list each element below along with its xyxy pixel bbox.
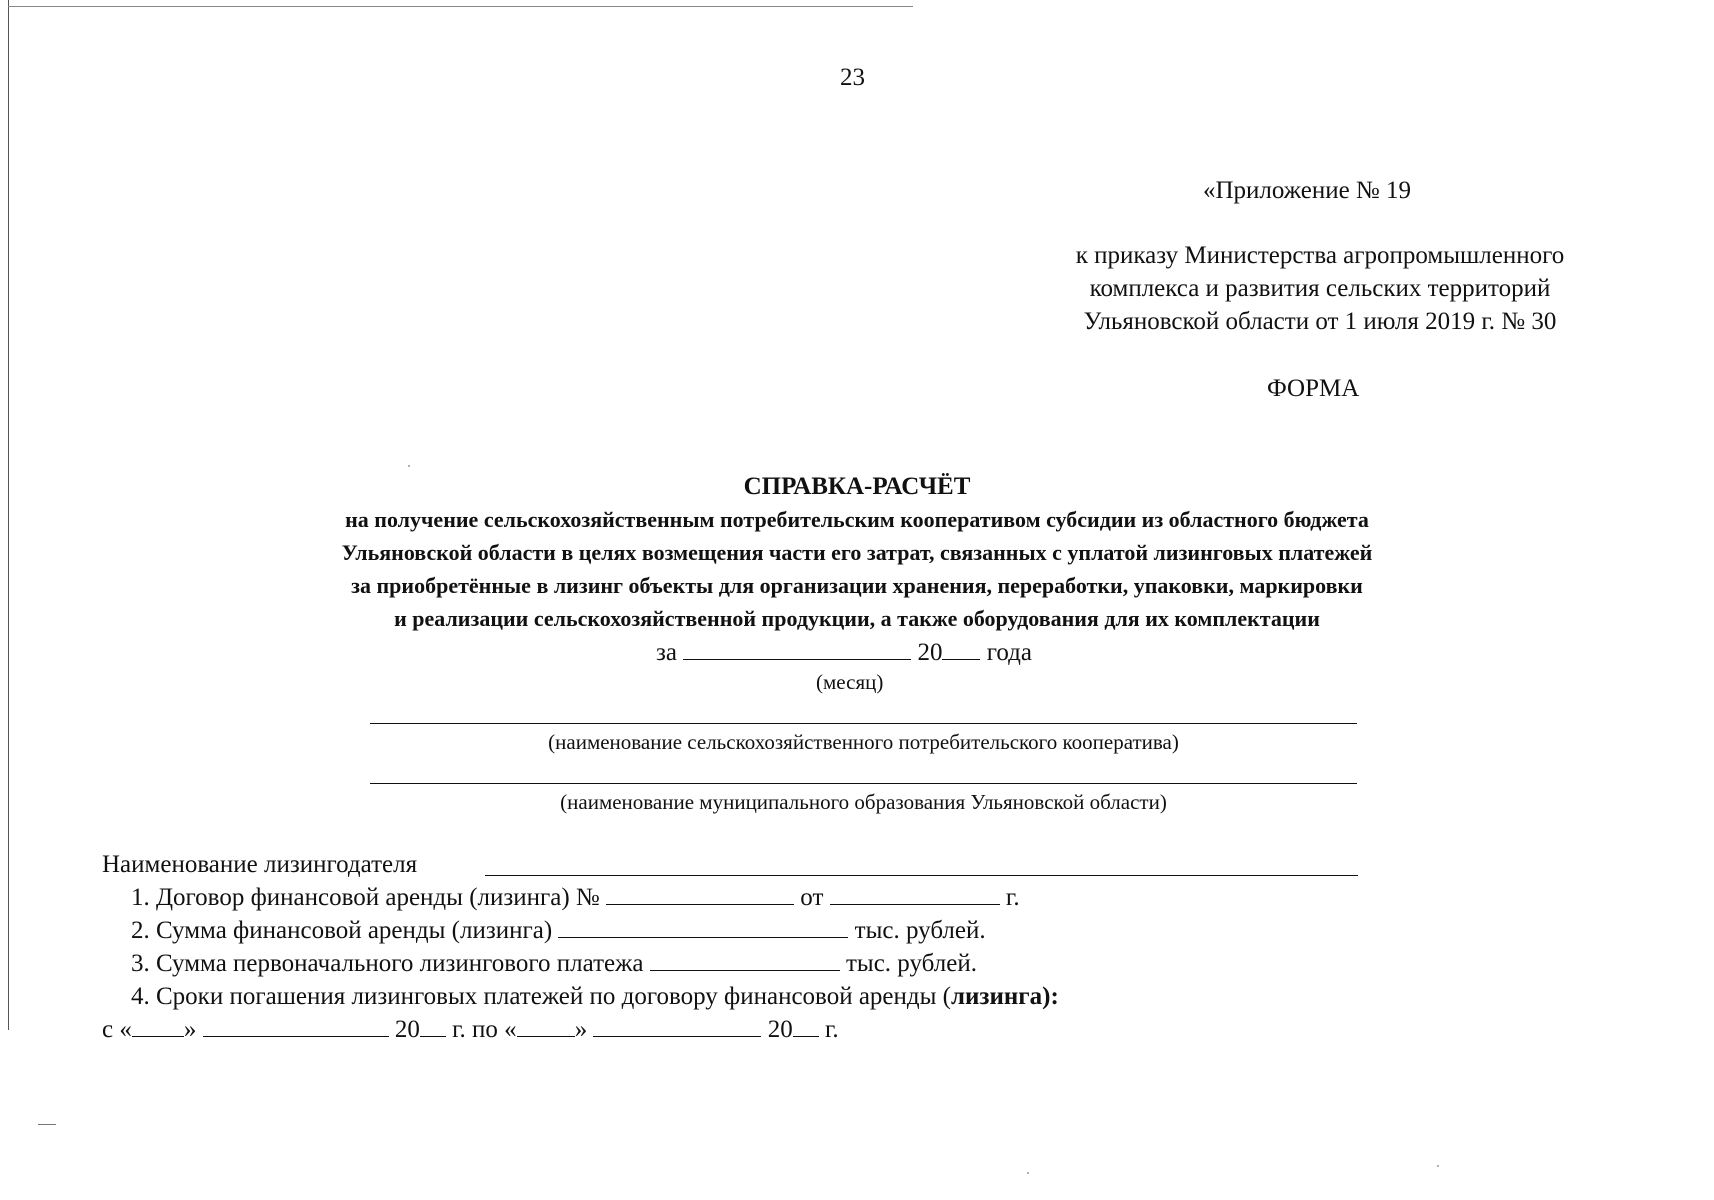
title-line-1: на получение сельскохозяйственным потребительским кооперативом субсидии из областного бюджета	[345, 507, 1369, 532]
order-line-1: к приказу Министерства агропромышленного	[1075, 242, 1565, 269]
start-day-blank[interactable]	[132, 1016, 184, 1037]
period-suffix: года	[986, 639, 1032, 666]
item-1-line	[131, 884, 1020, 912]
dates-year-suffix-end: г.	[824, 1016, 839, 1043]
year-blank[interactable]	[942, 639, 980, 660]
item-1-year: г.	[1005, 884, 1020, 911]
page-number: 23	[840, 64, 865, 91]
item-3-line	[131, 950, 977, 978]
scan-speck	[408, 465, 410, 467]
scan-top-edge	[8, 6, 913, 7]
start-year-blank[interactable]	[420, 1016, 446, 1037]
order-line-2: комплекса и развития сельских территорий	[1089, 275, 1551, 302]
month-blank[interactable]	[683, 639, 911, 660]
month-caption: (месяц)	[816, 670, 884, 694]
period-year-prefix: 20	[917, 639, 943, 666]
end-year-blank[interactable]	[793, 1016, 819, 1037]
dates-close-quote: »	[183, 1016, 197, 1043]
title-line-4: и реализации сельскохозяйственной продукции, а также оборудования для их комплектации	[394, 606, 1320, 631]
period-line	[656, 639, 1032, 667]
item-4-label: 4. Сроки погашения лизинговых платежей по договору финансовой аренды (	[131, 983, 951, 1010]
cooperative-name-blank[interactable]	[370, 723, 1357, 724]
dates-year-prefix: 20	[394, 1016, 420, 1043]
item-1-label: 1. Договор финансовой аренды (лизинга) №	[131, 884, 600, 911]
contract-date-blank[interactable]	[830, 884, 1000, 905]
scan-speck	[1027, 1172, 1029, 1174]
item-4-label-bold: лизинга):	[950, 983, 1059, 1010]
dates-year-prefix-2: 20	[767, 1016, 793, 1043]
scan-speck	[1437, 1165, 1439, 1167]
dates-to-open: г. по «	[452, 1016, 517, 1043]
end-day-blank[interactable]	[517, 1016, 575, 1037]
item-2-line	[131, 917, 986, 945]
title-line-2: Ульяновской области в целях возмещения части его затрат, связанных с уплатой лизинговых платежей	[341, 540, 1373, 565]
lessor-name-blank[interactable]	[485, 875, 1358, 876]
item-4-line	[131, 983, 1059, 1011]
title-line-3: за приобретённые в лизинг объекты для организации хранения, переработки, упаковки, маркировки	[351, 573, 1363, 598]
item-1-from: от	[800, 884, 824, 911]
lease-amount-blank[interactable]	[558, 917, 848, 938]
lessor-label: Наименование лизингодателя	[102, 851, 418, 878]
period-prefix: за	[656, 639, 677, 666]
municipality-caption: (наименование муниципального образования Ульяновской области)	[560, 790, 1167, 814]
contract-number-blank[interactable]	[606, 884, 794, 905]
start-month-blank[interactable]	[203, 1016, 389, 1037]
initial-payment-blank[interactable]	[650, 950, 840, 971]
document-title: СПРАВКА-РАСЧЁТ	[743, 473, 971, 500]
item-3-label: 3. Сумма первоначального лизингового платежа	[131, 950, 644, 977]
dates-from-open: с «	[102, 1016, 132, 1043]
payment-dates-line	[102, 1016, 839, 1044]
item-3-unit: тыс. рублей.	[845, 950, 977, 977]
scan-edge-mark	[38, 1124, 56, 1125]
end-month-blank[interactable]	[593, 1016, 761, 1037]
form-label: ФОРМА	[1267, 375, 1360, 402]
dates-close-quote-2: »	[574, 1016, 588, 1043]
municipality-name-blank[interactable]	[370, 783, 1357, 784]
item-2-label: 2. Сумма финансовой аренды (лизинга)	[131, 917, 553, 944]
appendix-heading: «Приложение № 19	[1203, 177, 1412, 204]
item-2-unit: тыс. рублей.	[854, 917, 986, 944]
order-line-3: Ульяновской области от 1 июля 2019 г. № 30	[1083, 308, 1557, 335]
cooperative-caption: (наименование сельскохозяйственного потребительского кооператива)	[548, 730, 1179, 754]
